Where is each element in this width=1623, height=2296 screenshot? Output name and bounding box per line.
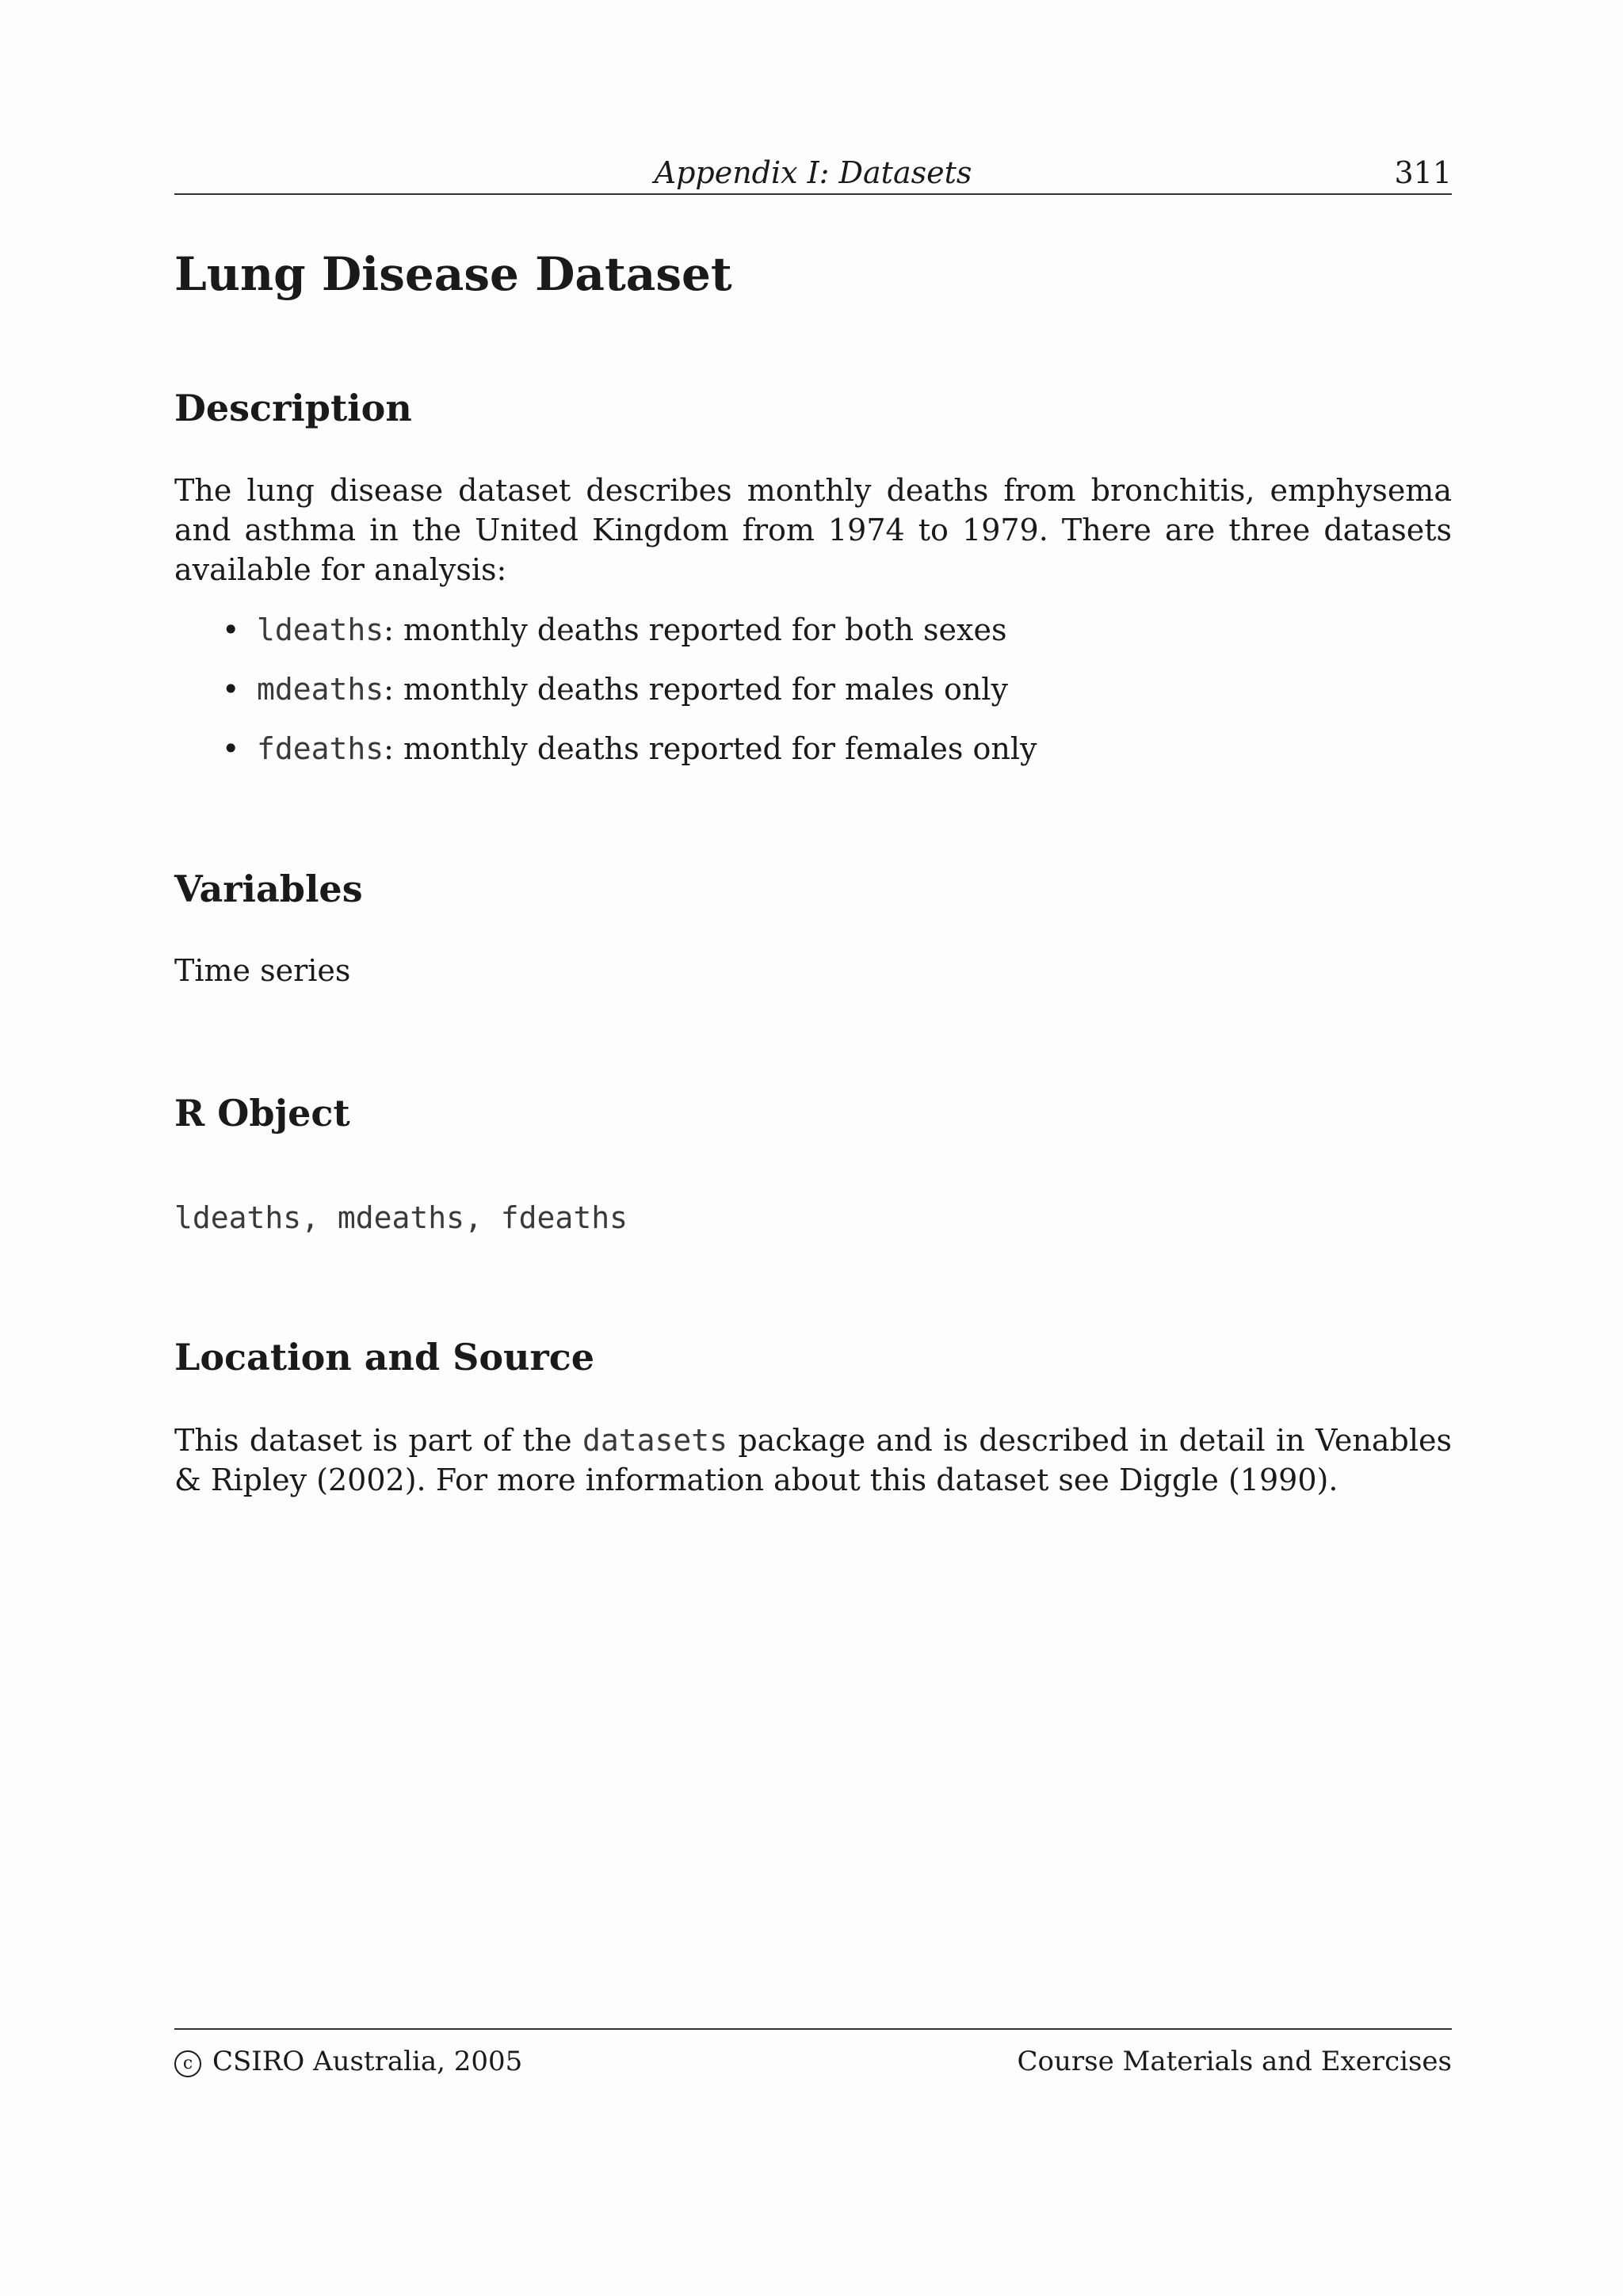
bullet-icon: • [222, 672, 240, 707]
location-text [174, 1421, 1452, 1500]
dataset-desc: : monthly deaths reported for both sexes [384, 612, 1007, 647]
dataset-code: mdeaths [257, 672, 384, 707]
package-code: datasets [582, 1423, 727, 1458]
copyright-icon: c [174, 2050, 201, 2077]
dataset-list [222, 610, 1037, 788]
dataset-code: ldeaths [257, 612, 384, 647]
r-object-heading: R Object [174, 1092, 350, 1135]
dataset-code: fdeaths [257, 731, 384, 766]
dataset-desc: : monthly deaths reported for females only [384, 731, 1037, 766]
variables-heading: Variables [174, 868, 363, 910]
bullet-icon: • [222, 612, 240, 647]
location-text-after: package and is described in detail in Venables & Ripley (2002). For more information about this dataset see Diggle (1990). [174, 1423, 1452, 1497]
running-header [174, 152, 1452, 195]
page-title: Lung Disease Dataset [174, 247, 732, 301]
bullet-icon: • [222, 731, 240, 766]
footer-left-text: CSIRO Australia, 2005 [212, 2046, 523, 2077]
footer-right-text: Course Materials and Exercises [1017, 2046, 1452, 2077]
document-page [174, 0, 1452, 2296]
list-item [222, 610, 1037, 669]
r-object-text: ldeaths, mdeaths, fdeaths [174, 1200, 628, 1235]
list-item [222, 669, 1037, 729]
location-text-before: This dataset is part of the [174, 1423, 582, 1458]
list-item [222, 729, 1037, 788]
page-footer [174, 2028, 1452, 2077]
dataset-desc: : monthly deaths reported for males only [384, 672, 1008, 707]
description-text: The lung disease dataset describes monthly deaths from bronchitis, emphysema and asthma in the United Kingdom from 1974 to 1979. There are three datasets available for analysis: [174, 473, 1452, 587]
location-heading: Location and Source [174, 1336, 594, 1379]
header-section-title: Appendix I: Datasets [654, 155, 972, 190]
variables-text: Time series [174, 953, 351, 988]
description-heading: Description [174, 387, 412, 429]
page-number: 311 [1394, 155, 1452, 190]
footer-copyright [174, 2046, 522, 2077]
